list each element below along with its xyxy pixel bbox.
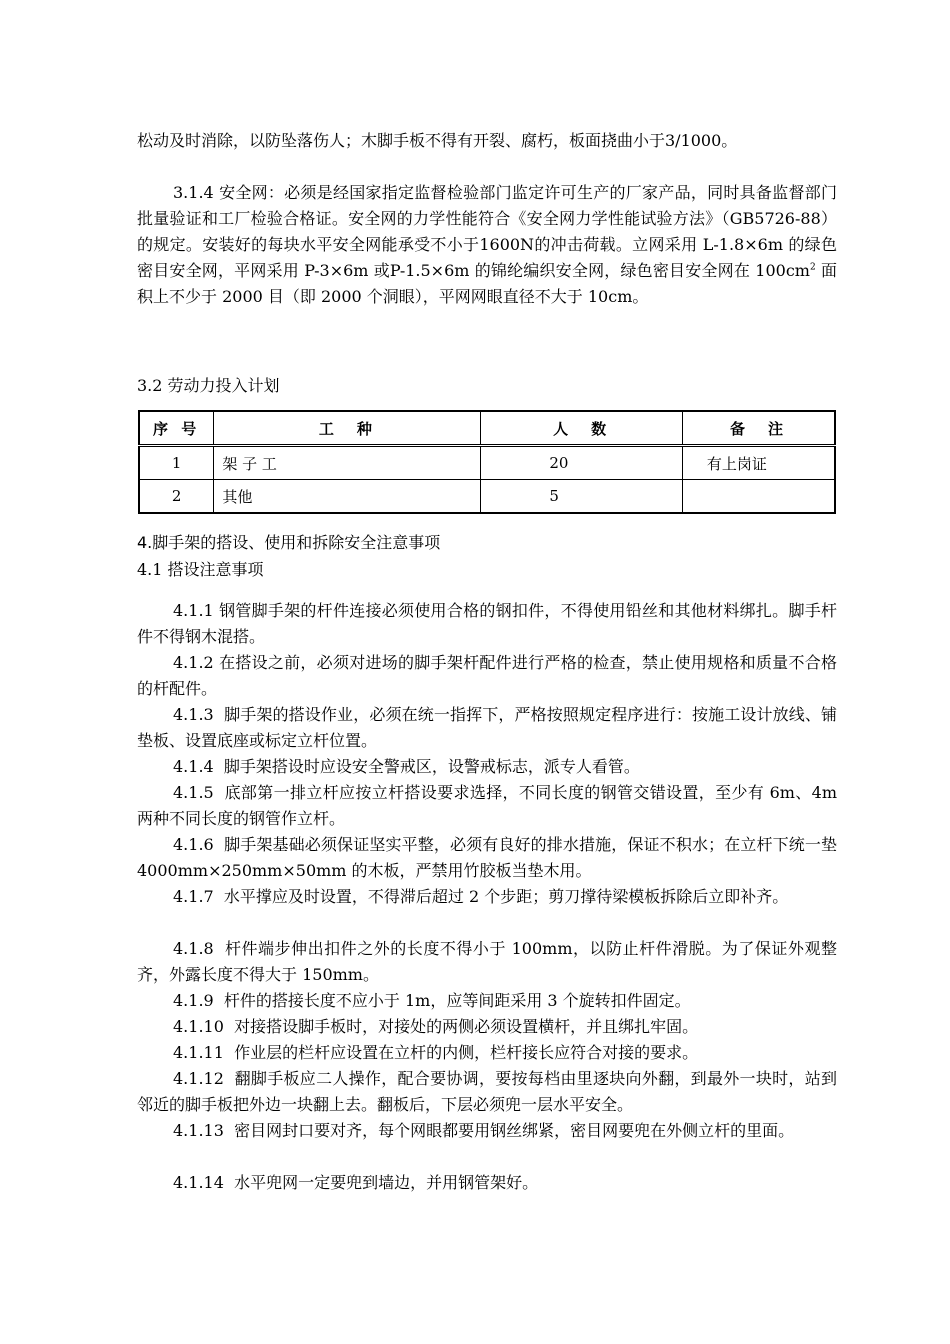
item-4-1-9: 4.1.9 杆件的搭接长度不应小于 1m，应等间距采用 3 个旋转扣件固定。 <box>173 991 691 1010</box>
cell-count: 20 <box>481 446 683 480</box>
section-heading-4-1: 4.1 搭设注意事项 <box>137 560 264 579</box>
cell-remark <box>682 480 835 514</box>
section-heading-3-2: 3.2 劳动力投入计划 <box>137 376 280 395</box>
labor-plan-table <box>138 410 836 514</box>
item-4-1-5: 4.1.5 底部第一排立杆应按立杆搭设要求选择，不同长度的钢管交错设置，至少有 6m、4m 两种不同长度的钢管作立杆。 <box>137 783 843 828</box>
header-count: 人 数 <box>481 411 683 446</box>
table-row <box>139 480 835 514</box>
paragraph-3-1-4: 3.1.4 安全网：必须是经国家指定监督检验部门监定许可生产的厂家产品，同时具备监督部门批量验证和工厂检验合格证。安全网的力学性能符合《安全网力学性能试验方法》（GB5726-88）的规定。安装好的每块水平安全网能承受不小于1600N的冲击荷载。立网采用 L-1.8×6m 的绿色密目安全网，平网采用 P-3×6m 或P-1.5×6m 的锦纶编织安全网，绿色密目安全网在 $100cm^2$ 面积上不少于 2000 目（即 2000 个洞眼），平网网眼直径不大于 10cm。 <box>137 183 837 306</box>
table-header-row <box>139 411 835 446</box>
item-4-1-7: 4.1.7 水平撑应及时设置，不得滞后超过 2 个步距；剪刀撑待梁模板拆除后立即补齐。 <box>173 887 789 906</box>
item-4-1-11: 4.1.11 作业层的栏杆应设置在立杆的内侧，栏杆接长应符合对接的要求。 <box>173 1043 699 1062</box>
section-heading-4: 4.脚手架的搭设、使用和拆除安全注意事项 <box>137 533 441 552</box>
cell-trade: 其他 <box>214 480 481 514</box>
cell-seq: 1 <box>139 446 214 480</box>
item-4-1-3: 4.1.3 脚手架的搭设作业，必须在统一指挥下，严格按照规定程序进行：按施工设计放线、铺垫板、设置底座或标定立杆位置。 <box>137 705 837 750</box>
item-4-1-13: 4.1.13 密目网封口要对齐，每个网眼都要用钢丝绑紧，密目网要兜在外侧立杆的里面。 <box>173 1121 795 1140</box>
paragraph-3-1-3-continued: 松动及时消除，以防坠落伤人；木脚手板不得有开裂、腐朽，板面挠曲小于3/1000。 <box>137 131 738 150</box>
header-remark: 备 注 <box>682 411 835 446</box>
header-seq: 序 号 <box>139 411 214 446</box>
cell-count: 5 <box>481 480 683 514</box>
cell-remark: 有上岗证 <box>682 446 835 480</box>
item-4-1-2: 4.1.2 在搭设之前，必须对进场的脚手架杆配件进行严格的检查，禁止使用规格和质量不合格的杆配件。 <box>137 653 837 698</box>
item-4-1-12: 4.1.12 翻脚手板应二人操作，配合要协调，要按每档由里逐块向外翻，到最外一块时，站到邻近的脚手板把外边一块翻上去。翻板后，下层必须兜一层水平安全。 <box>137 1069 837 1114</box>
table-row <box>139 446 835 480</box>
item-4-1-8: 4.1.8 杆件端步伸出扣件之外的长度不得小于 100mm，以防止杆件滑脱。为了保证外观整齐，外露长度不得大于 150mm。 <box>137 939 837 984</box>
item-4-1-4: 4.1.4 脚手架搭设时应设安全警戒区，设警戒标志，派专人看管。 <box>173 757 640 776</box>
cell-trade: 架 子 工 <box>214 446 481 480</box>
header-trade: 工 种 <box>214 411 481 446</box>
item-4-1-14: 4.1.14 水平兜网一定要兜到墙边，并用钢管架好。 <box>173 1173 539 1192</box>
cell-seq: 2 <box>139 480 214 514</box>
item-4-1-1: 4.1.1 钢管脚手架的杆件连接必须使用合格的钢扣件，不得使用铅丝和其他材料绑扎。脚手杆件不得钢木混搭。 <box>137 601 837 646</box>
item-4-1-6: 4.1.6 脚手架基础必须保证坚实平整，必须有良好的排水措施，保证不积水；在立杆下统一垫 4000mm×250mm×50mm 的木板，严禁用竹胶板当垫木用。 <box>137 835 843 880</box>
item-4-1-10: 4.1.10 对接搭设脚手板时，对接处的两侧必须设置横杆，并且绑扎牢固。 <box>173 1017 699 1036</box>
